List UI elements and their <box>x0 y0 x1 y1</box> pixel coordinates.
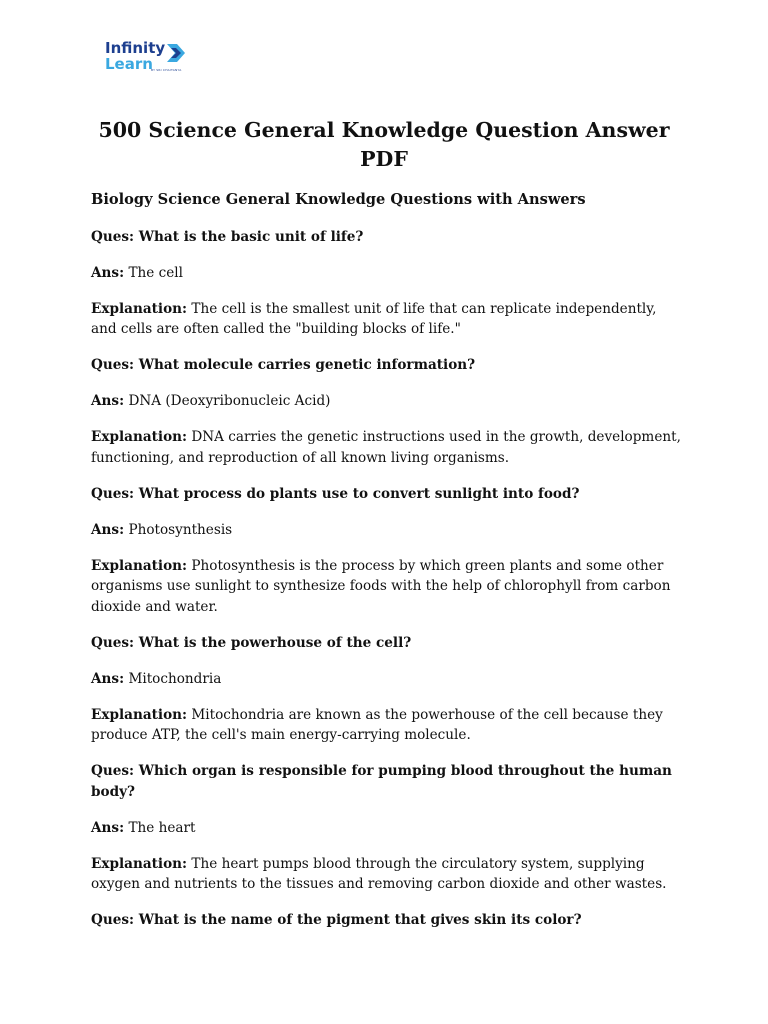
explanation-2: Explanation: DNA carries the genetic instructions used in the growth, development, functioning, and reproduction of all known living organisms. <box>91 429 681 466</box>
logo-arrow-icon <box>165 42 187 64</box>
page-title: 500 Science General Knowledge Question Answer PDF <box>98 118 670 171</box>
question-5: Ques: Which organ is responsible for pumping blood throughout the human body? <box>91 763 672 800</box>
section-heading: Biology Science General Knowledge Questions with Answers <box>91 191 586 208</box>
question-1: Ques: What is the basic unit of life? <box>91 228 364 245</box>
answer-3: Ans: Photosynthesis <box>91 521 233 538</box>
logo-line-2: Learn <box>105 55 153 73</box>
logo-line-1: Infinity <box>105 39 166 57</box>
answer-2: Ans: DNA (Deoxyribonucleic Acid) <box>91 393 331 409</box>
explanation-3: Explanation: Photosynthesis is the process by which green plants and some other organisms use sunlight to synthesize foods with the help of chlorophyll from carbon dioxide and water. <box>91 557 671 615</box>
question-4: Ques: What is the powerhouse of the cell? <box>91 634 412 651</box>
explanation-1: Explanation: The cell is the smallest unit of life that can replicate independently, and cells are often called the "building blocks of life." <box>91 300 657 337</box>
answer-1: Ans: The cell <box>91 264 183 281</box>
question-3: Ques: What process do plants use to convert sunlight into food? <box>91 485 580 502</box>
answer-5: Ans: The heart <box>91 819 196 836</box>
question-6: Ques: What is the name of the pigment that gives skin its color? <box>91 912 582 928</box>
infinity-learn-logo <box>105 40 195 80</box>
explanation-5: Explanation: The heart pumps blood through the circulatory system, supplying oxygen and nutrients to the tissues and removing carbon dioxide and other wastes. <box>91 855 667 892</box>
explanation-4: Explanation: Mitochondria are known as the powerhouse of the cell because they produce ATP, the cell's main energy-carrying molecule. <box>91 706 663 743</box>
question-2: Ques: What molecule carries genetic information? <box>91 357 476 373</box>
logo-tagline: BY SRI CHAITANYA <box>151 68 182 72</box>
answer-4: Ans: Mitochondria <box>91 670 222 687</box>
document-body <box>91 190 681 946</box>
